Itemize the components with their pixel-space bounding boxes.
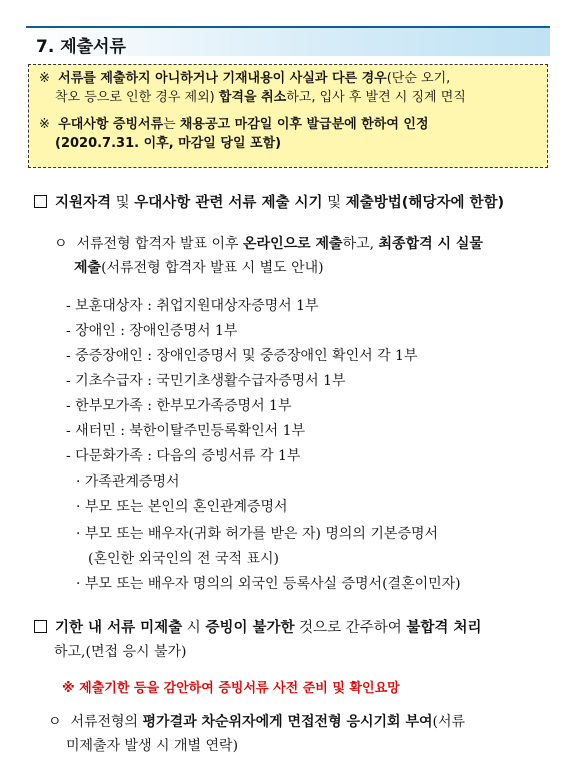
list-item: - 한부모가족 : 한부모가족증명서 1부 xyxy=(66,398,292,414)
checkbox-icon xyxy=(34,620,47,633)
notice-box xyxy=(28,64,548,168)
block2-item-line2: 미제출자 발생 시 개별 연락) xyxy=(66,738,239,754)
list-item: - 기초수급자 : 국민기초생활수급자증명서 1부 xyxy=(66,373,346,389)
list-item: - 새터민 : 북한이탈주민등록확인서 1부 xyxy=(66,423,306,439)
list-item: - 장애인 : 장애인증명서 1부 xyxy=(66,323,238,339)
list-item: - 보훈대상자 : 취업지원대상자증명서 1부 xyxy=(66,298,319,314)
sublist-item: · 부모 또는 배우자 명의의 외국인 등록사실 증명서(결혼이민자) xyxy=(76,576,461,592)
sublist-item: · 부모 또는 배우자(귀화 허가를 받은 자) 명의의 기본증명서 xyxy=(76,526,439,542)
sublist-item-continuation: (혼인한 외국인의 전 국적 표시) xyxy=(88,551,280,567)
checkbox-icon xyxy=(34,195,47,208)
block1-item-line2: 제출(서류전형 합격자 발표 시 별도 안내) xyxy=(74,260,324,276)
reference-mark: ※ xyxy=(39,71,50,86)
block1-heading: 지원자격 및 우대사항 관련 서류 제출 시기 및 제출방법(해당자에 한함) xyxy=(34,193,504,213)
notice-line-3: ※ 우대사항 증빙서류는 채용공고 마감일 이후 발급분에 한하여 인정 xyxy=(39,117,429,132)
notice-line-4: (2020.7.31. 이후, 마감일 당일 포함) xyxy=(55,136,282,151)
sublist-item: · 부모 또는 본인의 혼인관계증명서 xyxy=(76,499,288,515)
block2-heading: 기한 내 서류 미제출 시 증빙이 불가한 것으로 간주하여 불합격 처리 xyxy=(34,618,482,638)
notice-line-2: 착오 등으로 인한 경우 제외) 합격을 취소하고, 입사 후 발견 시 징계 면직 xyxy=(55,90,466,105)
circle-bullet: ㅇ xyxy=(48,714,62,730)
warning-note: ※ 제출기한 등을 감안하여 증빙서류 사전 준비 및 확인요망 xyxy=(62,681,400,696)
block2-heading-line2: 하고,(면접 응시 불가) xyxy=(54,644,187,660)
list-item: - 중증장애인 : 장애인증명서 및 중증장애인 확인서 각 1부 xyxy=(66,348,418,364)
sublist-item: · 가족관계증명서 xyxy=(76,474,180,490)
block1-item-line1: ㅇ 서류전형 합격자 발표 이후 온라인으로 제출하고, 최종합격 시 실물 xyxy=(54,236,483,252)
reference-mark: ※ xyxy=(39,117,50,132)
block2-item-line1: ㅇ 서류전형의 평가결과 차순위자에게 면접전형 응시기회 부여(서류 xyxy=(48,714,466,730)
section-title: 7. 제출서류 xyxy=(36,37,126,57)
circle-bullet: ㅇ xyxy=(54,236,68,252)
section-header xyxy=(26,26,550,56)
list-item: - 다문화가족 : 다음의 증빙서류 각 1부 xyxy=(66,448,301,464)
notice-line-1: ※ 서류를 제출하지 아니하거나 기재내용이 사실과 다른 경우(단순 오기, xyxy=(39,71,451,86)
